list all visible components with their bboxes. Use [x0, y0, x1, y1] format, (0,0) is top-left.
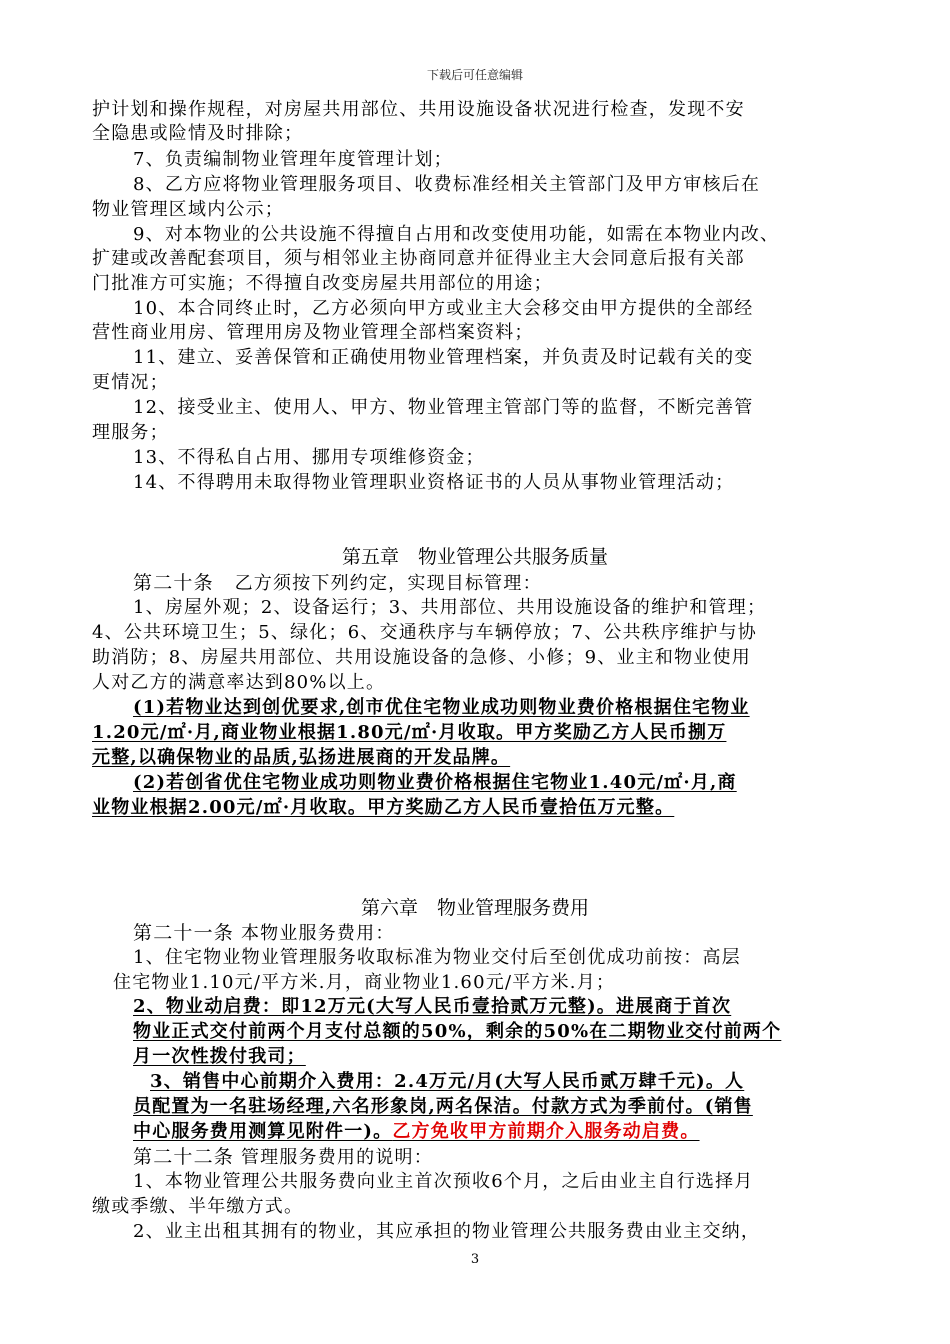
bold-clause-line: 1.20元/㎡·月,商业物业根据1.80元/㎡·月收取。甲方奖励乙方人民币捌万 [92, 722, 727, 743]
body-line: 14、不得聘用未取得物业管理职业资格证书的人员从事物业管理活动； [133, 472, 735, 493]
article-20-label: 第二十条 [133, 572, 214, 594]
body-line: 9、对本物业的公共设施不得擅自占用和改变使用功能，如需在本物业内改、 [133, 224, 780, 245]
page-number: 3 [470, 1252, 480, 1267]
body-line: 7、负责编制物业管理年度管理计划； [133, 149, 453, 170]
article-21 [133, 921, 913, 946]
body-line: 营性商业用房、管理用房及物业管理全部档案资料； [92, 322, 534, 343]
article-22 [133, 1145, 913, 1170]
article-22-label: 第二十二条 [133, 1146, 235, 1168]
bold-clause-line [133, 1120, 913, 1144]
body-line: 更情况； [92, 372, 169, 393]
body-line: 住宅物业1.10元/平方米.月，商业物业1.60元/平方米.月； [113, 972, 616, 993]
bold-clause-line: 2、物业动启费：即12万元(大写人民币壹拾贰万元整)。进展商于首次 [133, 996, 732, 1017]
body-line: 全隐患或险情及时排除； [92, 123, 304, 144]
body-line: 理服务； [92, 422, 169, 443]
body-line: 13、不得私自占用、挪用专项维修资金； [133, 447, 485, 468]
bold-clause-line: (1)若物业达到创优要求,创市优住宅物业成功则物业费价格根据住宅物业 [133, 697, 750, 718]
article-20 [133, 571, 913, 596]
bold-clause-line: 月一次性拨付我司； [133, 1046, 306, 1067]
body-line: 1、房屋外观；2、设备运行；3、共用部位、共用设施设备的维护和管理； [133, 597, 767, 618]
body-line: 护计划和操作规程，对房屋共用部位、共用设施设备状况进行检查，发现不安 [92, 99, 745, 120]
body-line: 4、公共环境卫生；5、绿化；6、交通秩序与车辆停放；7、公共秩序维护与协 [92, 622, 758, 643]
bold-clause-line: 元整,以确保物业的品质,弘扬进展商的开发品牌。 [92, 747, 511, 768]
article-22-text: 管理服务费用的说明： [240, 1147, 433, 1168]
body-line: 扩建或改善配套项目，须与相邻业主协商同意并征得业主大会同意后报有关部 [92, 248, 745, 269]
bold-clause-line: 物业正式交付前两个月支付总额的50%，剩余的50%在二期物业交付前两个 [133, 1021, 782, 1042]
article-20-text: 乙方须按下列约定，实现目标管理： [234, 573, 542, 594]
body-line: 2、业主出租其拥有的物业，其应承担的物业管理公共服务费由业主交纳， [133, 1221, 761, 1242]
body-line: 1、本物业管理公共服务费向业主首次预收6个月，之后由业主自行选择月 [133, 1171, 754, 1192]
body-line: 缴或季缴、半年缴方式。 [92, 1196, 304, 1217]
body-line: 物业管理区域内公示； [92, 199, 284, 220]
item3-tail: 中心服务费用测算见附件一)。 [133, 1121, 393, 1142]
page-header: 下载后可任意编辑 [426, 68, 523, 82]
red-note: 乙方免收甲方前期介入服务动启费。 [392, 1121, 700, 1142]
article-21-label: 第二十一条 [133, 922, 235, 944]
body-line: 10、本合同终止时，乙方必须向甲方或业主大会移交由甲方提供的全部经 [133, 298, 754, 319]
body-line: 人对乙方的满意率达到80%以上。 [92, 672, 386, 693]
body-line: 11、建立、妥善保管和正确使用物业管理档案，并负责及时记载有关的变 [133, 347, 754, 368]
body-line: 1、住宅物业物业管理服务收取标准为物业交付后至创优成功前按：高层 [133, 947, 741, 968]
body-line: 助消防；8、房屋共用部位、共用设施设备的急修、小修；9、业主和物业使用 [92, 647, 751, 668]
body-line: 8、乙方应将物业管理服务项目、收费标准经相关主管部门及甲方审核后在 [133, 174, 761, 195]
bold-clause-line: 3、销售中心前期介入费用：2.4万元/月(大写人民币贰万肆千元)。人 [150, 1071, 745, 1092]
bold-clause-line: 业物业根据2.00元/㎡·月收取。甲方奖励乙方人民币壹拾伍万元整。 [92, 797, 675, 818]
body-line: 门批准方可实施；不得擅自改变房屋共用部位的用途； [92, 273, 553, 294]
body-line: 12、接受业主、使用人、甲方、物业管理主管部门等的监督，不断完善管 [133, 397, 754, 418]
bold-clause-line: 员配置为一名驻场经理,六名形象岗,两名保洁。付款方式为季前付。(销售 [133, 1096, 753, 1117]
bold-clause-line: (2)若创省优住宅物业成功则物业费价格根据住宅物业1.40元/㎡·月,商 [133, 772, 737, 793]
chapter-5-title: 第五章 物业管理公共服务质量 [341, 546, 608, 568]
chapter-6-title: 第六章 物业管理服务费用 [360, 897, 589, 919]
article-21-text: 本物业服务费用： [240, 923, 395, 944]
